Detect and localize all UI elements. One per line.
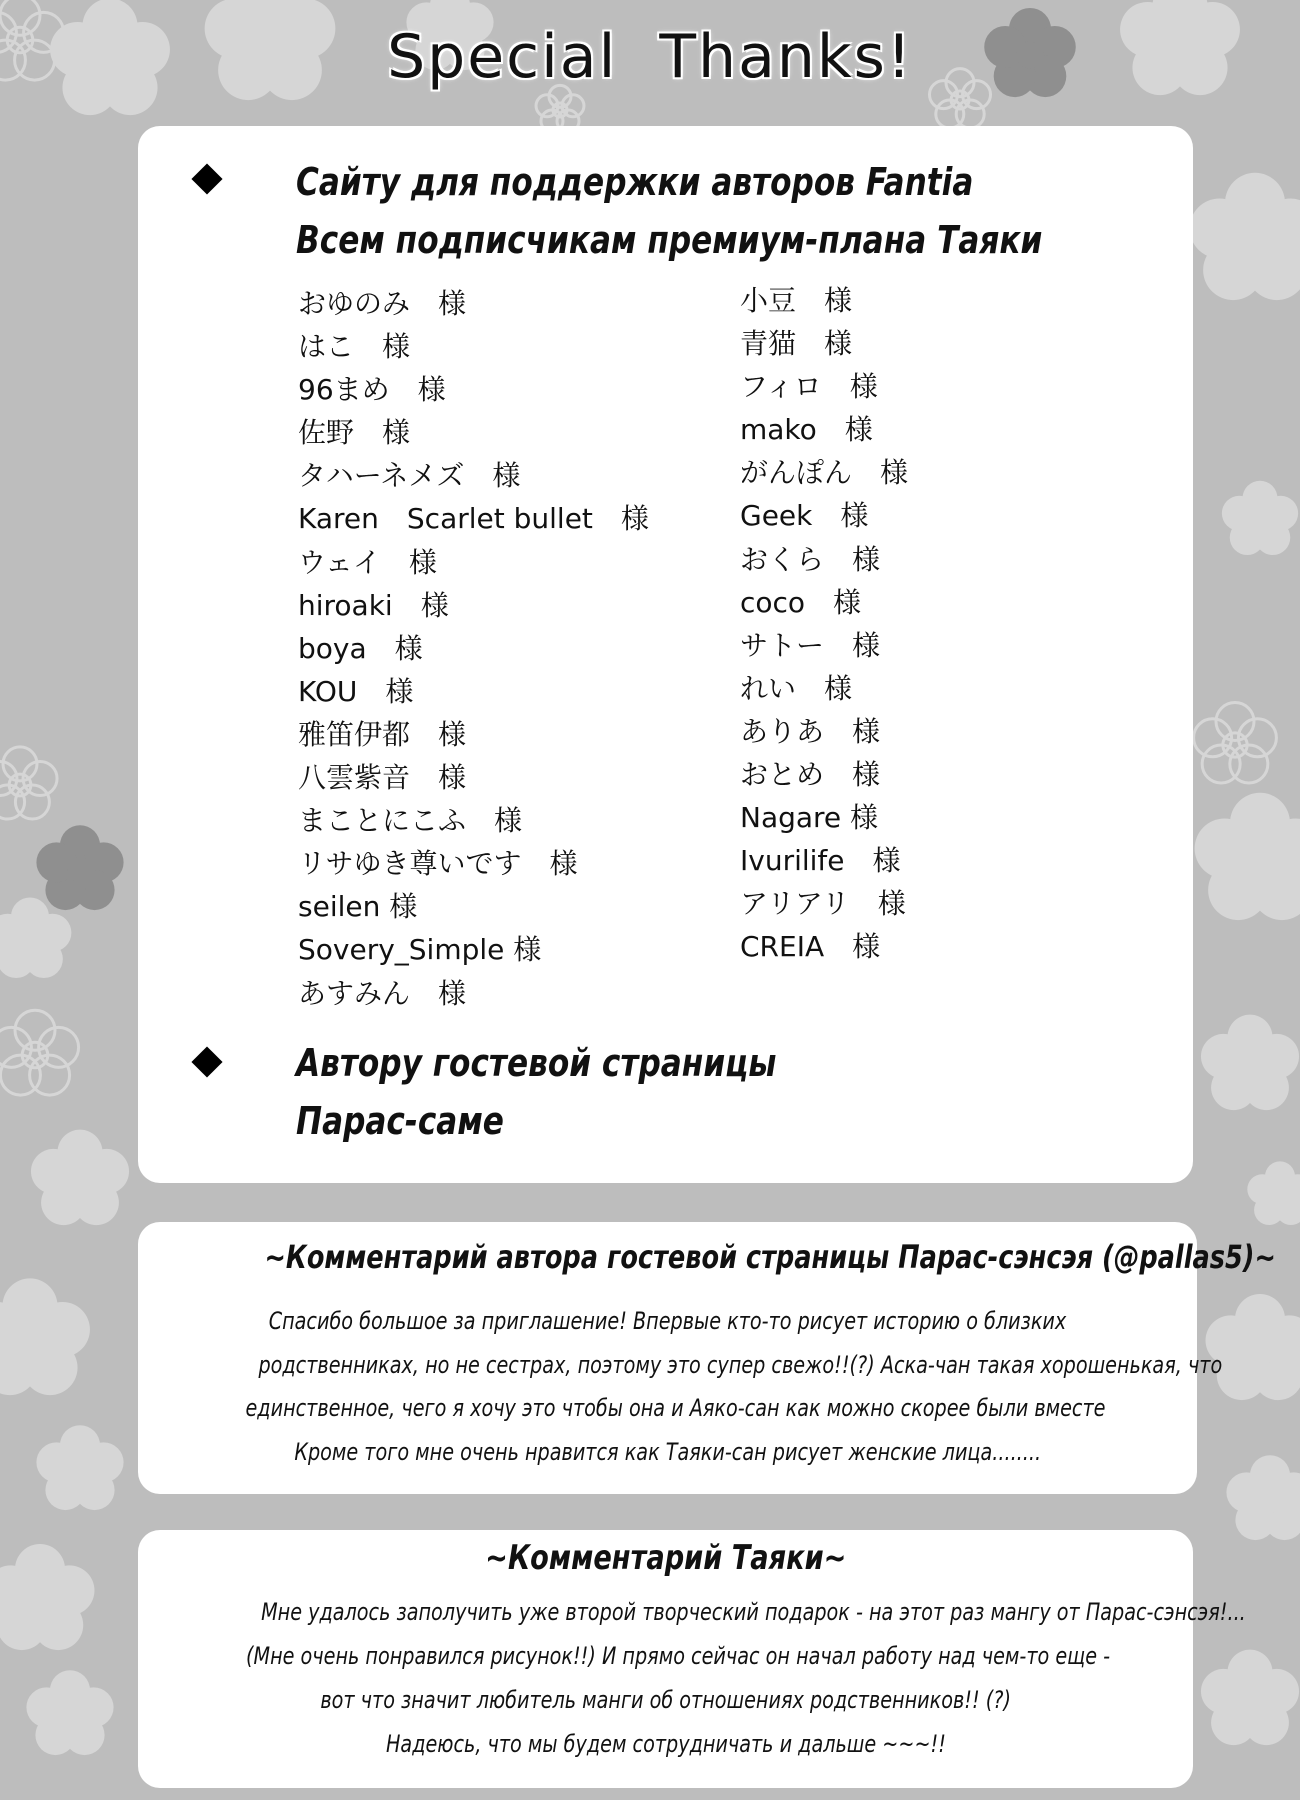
guest-line-2: Парас-саме [296,1099,504,1143]
supporter-name: おとめ 様 [740,758,881,792]
comment-line: Мне удалось заполучить уже второй творческий подарок - на этот раз мангу от Парас-сэнсэя!... [261,1598,1246,1626]
supporter-list-left [298,282,649,1015]
supporter-name: Nagare 様 [740,801,879,835]
supporter-name: KOU 様 [298,674,414,708]
guest-comment-heading-text: ~Комментарий автора гостевой страницы Парас-сэнсэя (@pallas5)~ [264,1238,1276,1276]
flower-shape [1222,481,1298,555]
comment-line: Спасибо большое за приглашение! Впервые кто-то рисует историю о близких [268,1307,1067,1335]
author-comment-body [138,1590,1246,1766]
flower-shape [1247,1161,1300,1225]
comment-line: родственниках, но не сестрах, поэтому это супер свежо!!(?) Аска-чан такая хорошенькая, что [258,1350,1223,1379]
flower-shape [31,1130,129,1225]
supporter-name: 雅笛伊都 様 [298,717,467,751]
supporter-name: サトー 様 [740,628,881,662]
supporter-name: れい 様 [740,671,853,705]
supporter-list-right [740,279,908,969]
supporter-name: タハーネメズ 様 [298,459,521,493]
supporter-name: 佐野 様 [298,416,411,450]
flower-shape [1195,793,1300,920]
comment-line: (Мне очень понравился рисунок!!) И прямо сейчас он начал работу над чем-то еще - [246,1642,1111,1670]
supporter-name: がんぽん 様 [740,456,909,490]
author-comment-heading-text: ~Комментарий Таяки~ [484,1538,847,1578]
flower-shape [0,897,71,978]
supporter-name: mako 様 [740,413,873,447]
diamond-bullet-icon [191,1046,222,1077]
supporter-name: coco 様 [740,585,862,619]
supporter-name: 八雲紫音 様 [298,761,467,795]
supporter-name: あすみん 様 [298,976,467,1010]
supporter-name: seilen 様 [298,890,418,924]
guest-page-heading [296,1034,882,1150]
fantia-line-1: Сайту для поддержки авторов Fantia [296,160,974,204]
supporter-name: Ivurilife 様 [740,844,901,878]
comment-line: Надеюсь, что мы будем сотрудничать и дальше ~~~!! [385,1730,946,1758]
flower-shape [0,747,57,819]
flower-shape [0,1010,79,1095]
supporter-name: hiroaki 様 [298,588,449,622]
fantia-line-2: Всем подписчикам премиум-плана Таяки [296,218,1043,262]
supporter-name: 96まめ 様 [298,373,446,407]
thanks-panel [138,126,1193,1183]
flower-shape [1201,1650,1299,1745]
guest-comment-panel [138,1222,1276,1494]
flower-shape [36,1425,123,1510]
supporter-name: ウェイ 様 [298,545,437,579]
comment-line: единственное, чего я хочу это чтобы она и Аяко-сан как можно скорее были вместе [245,1394,1106,1422]
supporter-name: はこ 様 [298,330,411,364]
supporter-name: 小豆 様 [740,284,853,317]
guest-comment-heading [138,1238,1276,1276]
supporter-name: boya 様 [298,631,423,665]
supporter-name: フィロ 様 [740,370,878,404]
supporter-name: Karen Scarlet bullet 様 [298,502,649,536]
author-comment-heading [138,1538,1193,1578]
flower-shape [0,1544,94,1650]
supporter-name: ありあ 様 [740,714,881,748]
flower-shape [1226,1455,1300,1540]
supporter-name: Sovery_Simple 様 [298,933,542,967]
diamond-bullet-icon [191,163,222,194]
flower-shape [26,1670,113,1755]
flower-shape [1201,1015,1299,1110]
flower-shape [36,825,123,910]
supporter-name: おくら 様 [740,542,881,576]
guest-line-1: Автору гостевой страницы [296,1041,777,1085]
guest-comment-body [138,1300,1223,1474]
author-comment-panel [138,1530,1246,1788]
supporter-name: アリアリ 様 [740,887,906,921]
supporter-name: まことにこふ 様 [298,804,523,838]
flower-shape [0,1278,90,1395]
supporter-name: リサゆき尊いです 様 [298,847,578,881]
supporter-name: Geek 様 [740,499,869,533]
comment-line: Кроме того мне очень нравится как Таяки-сан рисует женские лица........ [294,1437,1041,1466]
comment-line: вот что значит любитель манги об отношениях родственников!! (?) [320,1686,1011,1714]
supporter-name: 青猫 様 [740,327,853,361]
flower-shape [1194,702,1277,783]
fantia-heading [296,153,1206,269]
supporter-name: CREIA 様 [740,930,881,964]
supporter-name: おゆのみ 様 [298,287,467,320]
page-title: Special Thanks! [387,22,913,92]
